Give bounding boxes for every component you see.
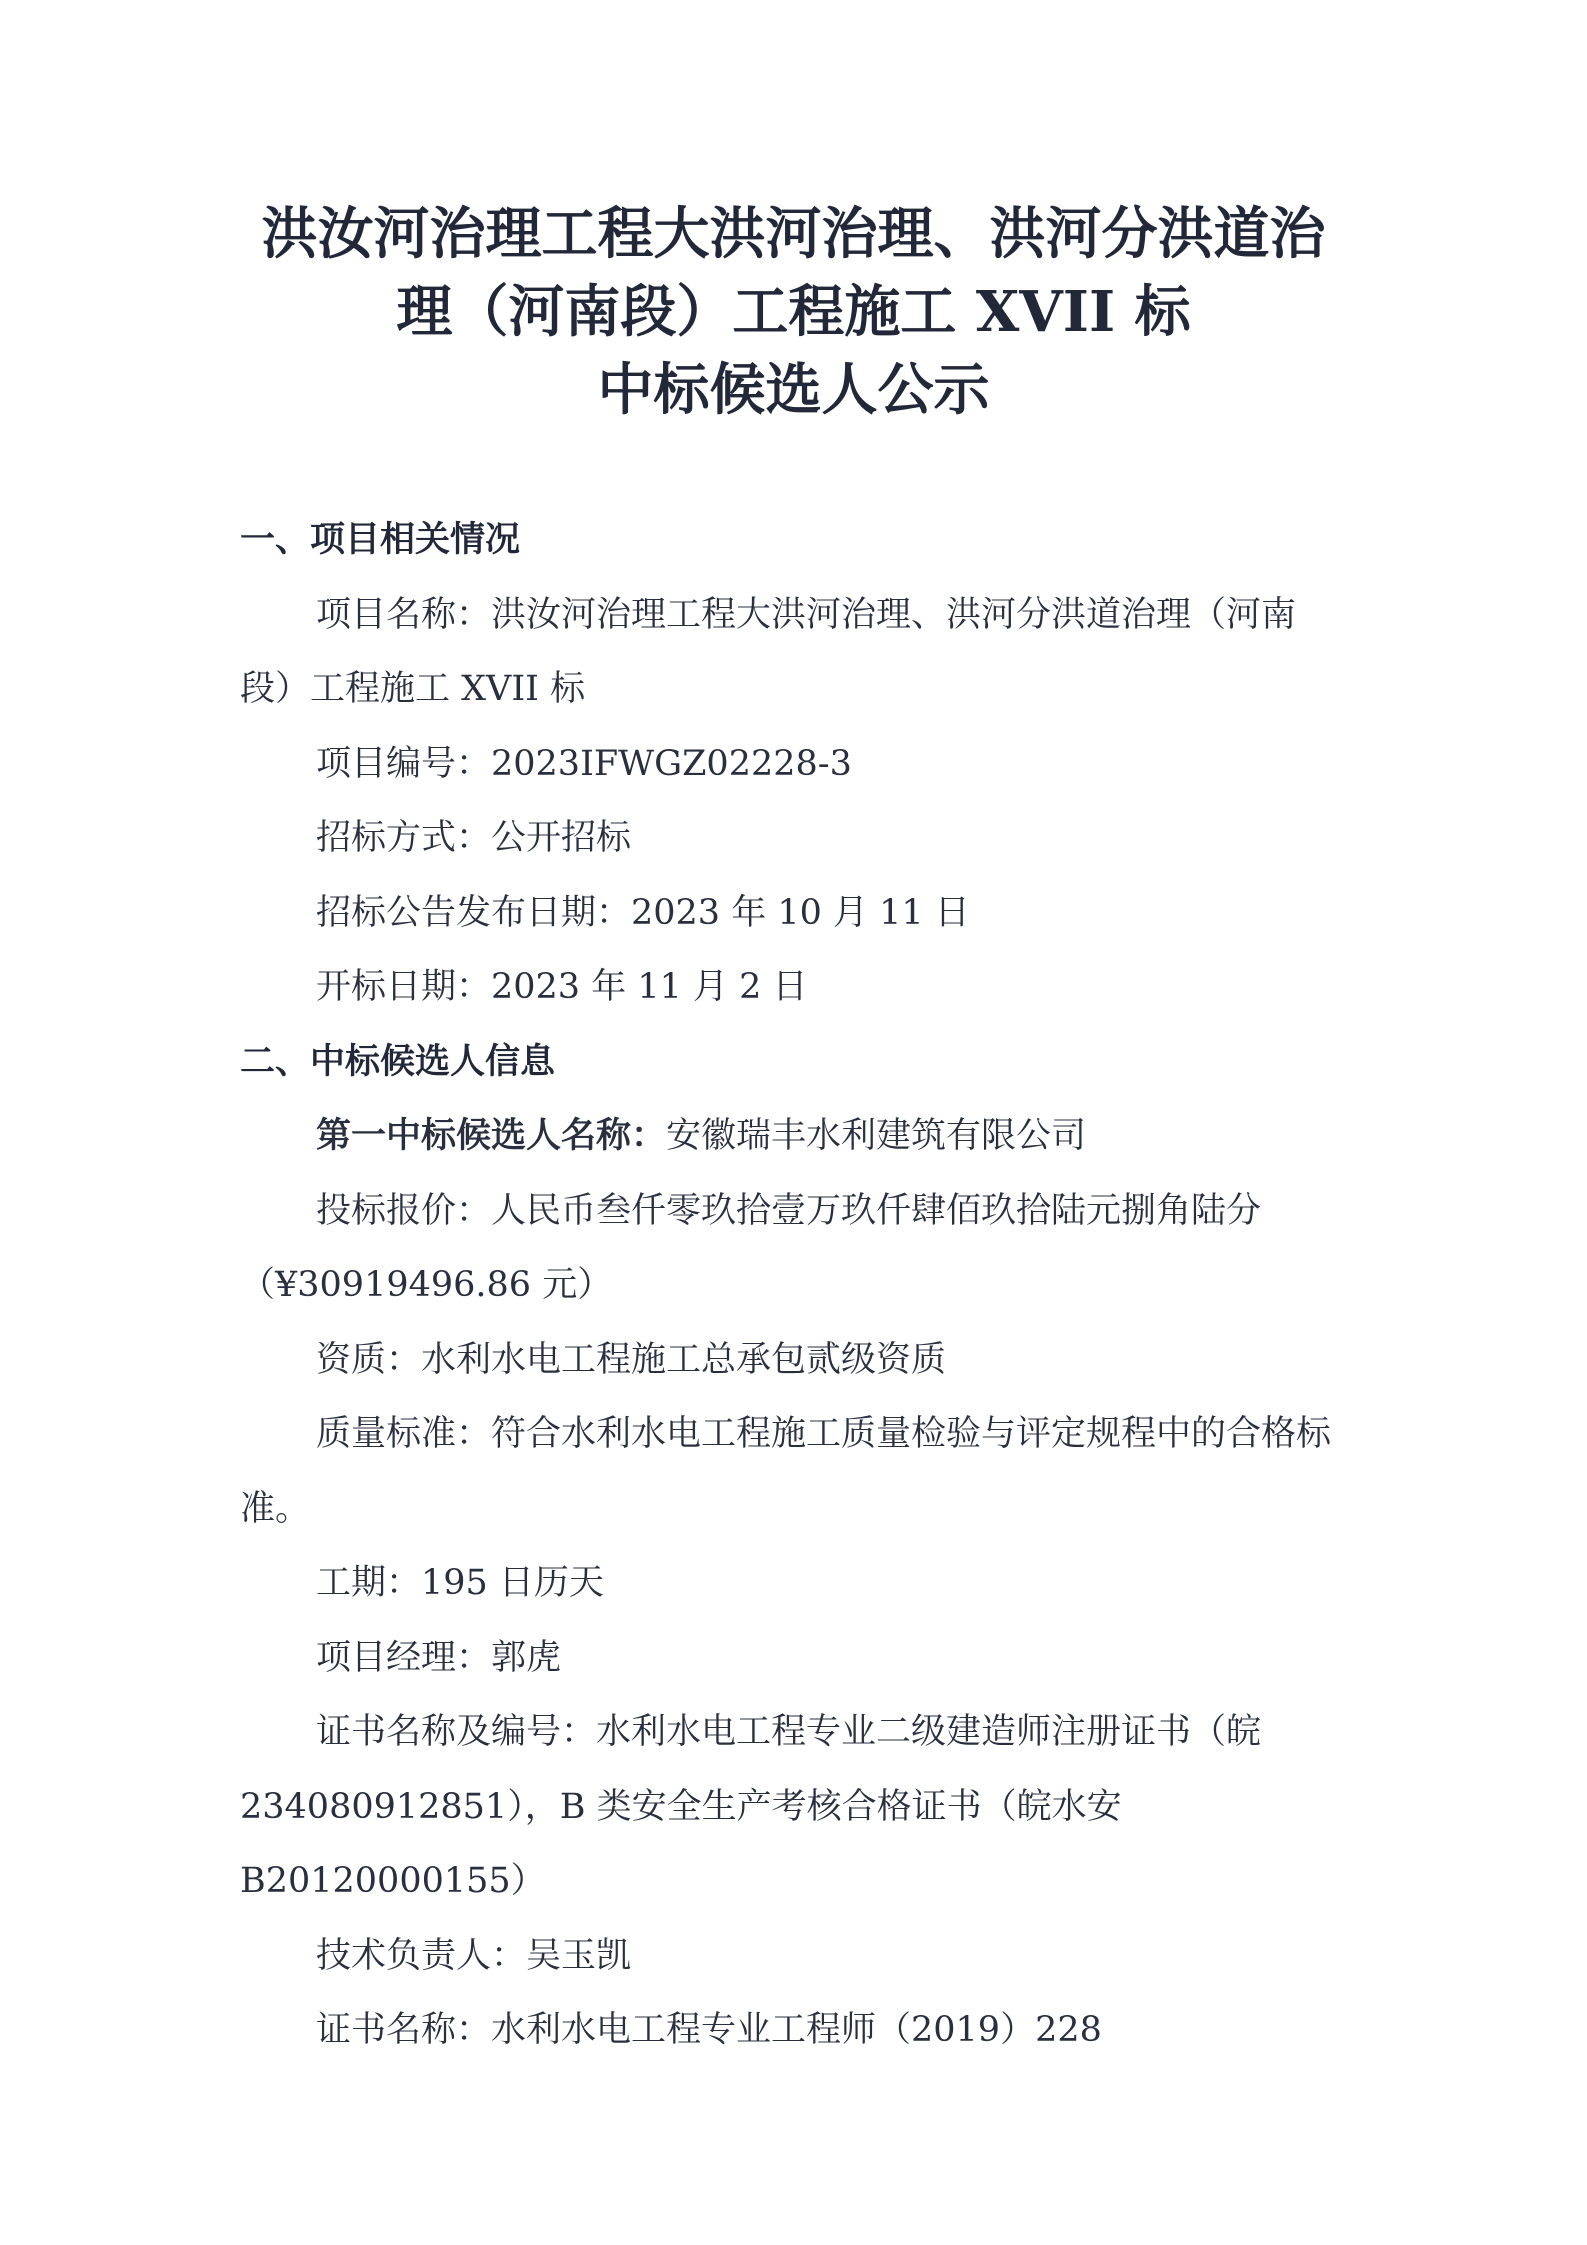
title-line-2: 理（河南段）工程施工 XVII 标 (396, 279, 1191, 345)
announcement-date: 招标公告发布日期：2023 年 10 月 11 日 (316, 892, 970, 933)
construction-duration: 工期：195 日历天 (316, 1563, 604, 1603)
first-candidate-name: 安徽瑞丰水利建筑有限公司 (666, 1116, 1087, 1156)
document-content (240, 503, 1347, 2068)
document-title (240, 195, 1347, 429)
quality-standard: 质量标准：符合水利水电工程施工质量检验与评定规程中的合格标准。 (240, 1414, 1332, 1529)
section-1-heading: 一、项目相关情况 (240, 520, 521, 560)
project-number: 项目编号：2023IFWGZ02228-3 (316, 743, 852, 784)
certificate-details: 证书名称及编号：水利水电工程专业二级建造师注册证书（皖234080912851），B 类安全生产考核合格证书（皖水安 B20120000155） (240, 1712, 1262, 1901)
first-candidate-label: 第一中标候选人名称： (316, 1116, 667, 1156)
first-candidate (240, 1099, 1347, 1174)
title-line-3: 中标候选人公示 (597, 357, 990, 423)
technical-lead: 技术负责人：吴玉凯 (316, 1935, 632, 1976)
section-2-heading: 二、中标候选人信息 (240, 1041, 556, 1082)
tender-method: 招标方式：公开招标 (316, 818, 632, 858)
technical-certificate: 证书名称：水利水电工程专业工程师（2019）228 (316, 2010, 1102, 2050)
title-line-1: 洪汝河治理工程大洪河治理、洪河分洪道治 (261, 201, 1326, 267)
bid-price: 投标报价：人民币叁仟零玖拾壹万玖仟肆佰玖拾陆元捌角陆分（¥30919496.86 元） (240, 1190, 1262, 1305)
project-name: 项目名称：洪汝河治理工程大洪河治理、洪河分洪道治理（河南段）工程施工 XVII 标 (240, 594, 1297, 709)
project-manager: 项目经理：郭虎 (316, 1637, 562, 1678)
opening-date: 开标日期：2023 年 11 月 2 日 (316, 967, 808, 1007)
qualification: 资质：水利水电工程施工总承包贰级资质 (316, 1339, 947, 1380)
